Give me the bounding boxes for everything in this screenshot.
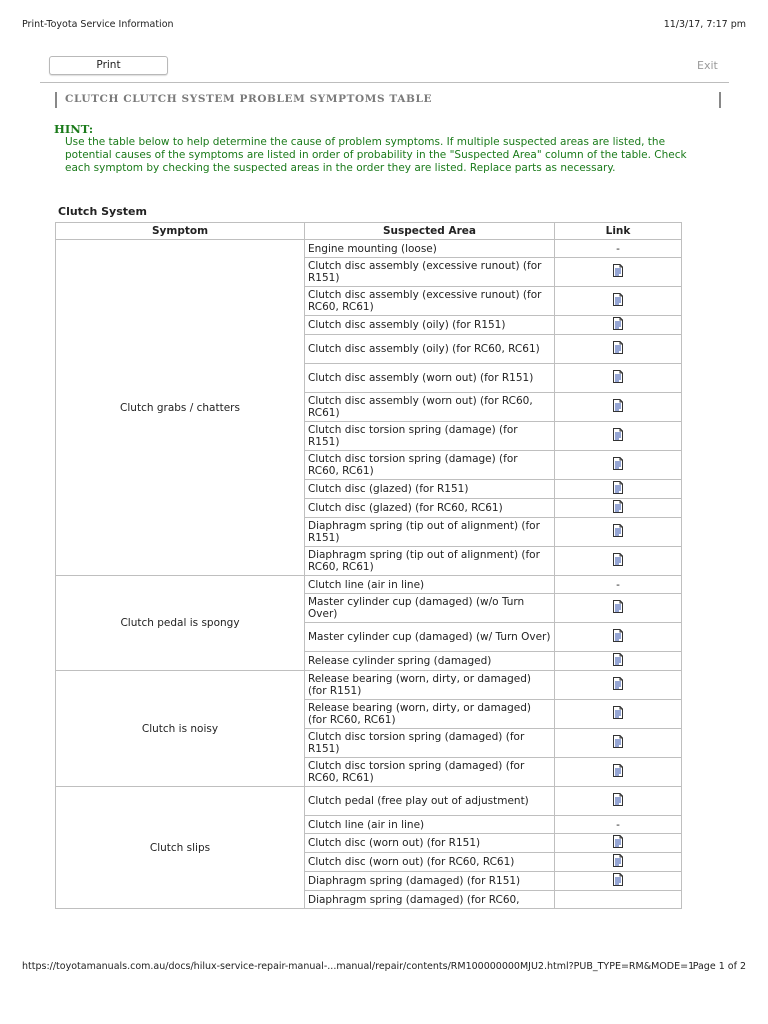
- breadcrumb: [55, 92, 721, 108]
- table-row: [56, 671, 682, 700]
- link-cell: [555, 393, 682, 422]
- link-cell: [555, 700, 682, 729]
- suspected-area-cell: Clutch disc torsion spring (damaged) (for R151): [305, 729, 555, 758]
- link-cell: -: [555, 816, 682, 834]
- hint-title: HINT:: [54, 122, 94, 136]
- suspected-area-cell: Clutch disc assembly (oily) (for RC60, RC61): [305, 335, 555, 364]
- document-icon[interactable]: [612, 653, 624, 669]
- document-icon[interactable]: [612, 854, 624, 870]
- document-icon[interactable]: [612, 553, 624, 569]
- table-row: [56, 787, 682, 816]
- document-icon[interactable]: [612, 500, 624, 516]
- suspected-area-cell: Clutch disc (worn out) (for RC60, RC61): [305, 853, 555, 872]
- document-icon[interactable]: [612, 428, 624, 444]
- header-suspected-area: Suspected Area: [305, 223, 555, 240]
- suspected-area-cell: Clutch disc torsion spring (damage) (for R151): [305, 422, 555, 451]
- suspected-area-cell: Release bearing (worn, dirty, or damaged) (for RC60, RC61): [305, 700, 555, 729]
- suspected-area-cell: Engine mounting (loose): [305, 240, 555, 258]
- link-cell: [555, 451, 682, 480]
- link-cell: [555, 258, 682, 287]
- document-icon[interactable]: [612, 735, 624, 751]
- symptom-cell: Clutch grabs / chatters: [56, 240, 305, 576]
- link-cell: [555, 729, 682, 758]
- link-cell: [555, 480, 682, 499]
- symptom-cell: Clutch is noisy: [56, 671, 305, 787]
- suspected-area-cell: Clutch disc assembly (excessive runout) (for RC60, RC61): [305, 287, 555, 316]
- link-cell: [555, 422, 682, 451]
- exit-link[interactable]: Exit: [697, 59, 718, 72]
- link-cell: [555, 623, 682, 652]
- suspected-area-cell: Diaphragm spring (tip out of alignment) (for RC60, RC61): [305, 547, 555, 576]
- document-icon[interactable]: [612, 264, 624, 280]
- link-cell: [555, 758, 682, 787]
- link-cell: [555, 891, 682, 909]
- hint-body: Use the table below to help determine the cause of problem symptoms. If multiple suspected areas are listed, the potential causes of the symptoms are listed in order of probability in the "Suspected Area" column of the table. Check each symptom by checking the suspected areas in the order they are listed. Replace parts as necessary.: [65, 136, 687, 174]
- problem-symptoms-table: [55, 222, 682, 909]
- print-button[interactable]: Print: [49, 56, 168, 75]
- breadcrumb-text: CLUTCH CLUTCH SYSTEM PROBLEM SYMPTOMS TABLE: [65, 93, 433, 105]
- suspected-area-cell: Clutch line (air in line): [305, 576, 555, 594]
- document-icon[interactable]: [612, 457, 624, 473]
- link-cell: [555, 872, 682, 891]
- suspected-area-cell: Diaphragm spring (tip out of alignment) (for R151): [305, 518, 555, 547]
- suspected-area-cell: Release bearing (worn, dirty, or damaged) (for R151): [305, 671, 555, 700]
- print-footer: [22, 961, 746, 975]
- suspected-area-cell: Master cylinder cup (damaged) (w/ Turn Over): [305, 623, 555, 652]
- print-page-number: Page 1 of 2: [692, 961, 746, 972]
- print-datetime: 11/3/17, 7:17 pm: [663, 19, 746, 30]
- document-icon[interactable]: [612, 524, 624, 540]
- link-cell: -: [555, 240, 682, 258]
- section-title: Clutch System: [58, 205, 147, 218]
- document-icon[interactable]: [612, 600, 624, 616]
- suspected-area-cell: Clutch disc (glazed) (for RC60, RC61): [305, 499, 555, 518]
- table-row: [56, 576, 682, 594]
- suspected-area-cell: Release cylinder spring (damaged): [305, 652, 555, 671]
- document-icon[interactable]: [612, 677, 624, 693]
- table-header-row: [56, 223, 682, 240]
- document-icon[interactable]: [612, 835, 624, 851]
- link-cell: [555, 671, 682, 700]
- header-link: Link: [555, 223, 682, 240]
- link-cell: [555, 853, 682, 872]
- toolbar-divider: [40, 82, 729, 83]
- suspected-area-cell: Clutch disc assembly (excessive runout) (for R151): [305, 258, 555, 287]
- document-icon[interactable]: [612, 399, 624, 415]
- symptom-cell: Clutch slips: [56, 787, 305, 909]
- document-icon[interactable]: [612, 873, 624, 889]
- print-page-title: Print-Toyota Service Information: [22, 19, 174, 30]
- document-icon[interactable]: [612, 370, 624, 386]
- suspected-area-cell: Clutch disc assembly (worn out) (for RC60, RC61): [305, 393, 555, 422]
- symptom-cell: Clutch pedal is spongy: [56, 576, 305, 671]
- suspected-area-cell: Clutch disc torsion spring (damaged) (for RC60, RC61): [305, 758, 555, 787]
- document-icon[interactable]: [612, 317, 624, 333]
- link-cell: [555, 787, 682, 816]
- link-cell: [555, 547, 682, 576]
- document-icon[interactable]: [612, 764, 624, 780]
- link-cell: [555, 364, 682, 393]
- link-cell: [555, 834, 682, 853]
- link-cell: -: [555, 576, 682, 594]
- print-url: https://toyotamanuals.com.au/docs/hilux-service-repair-manual-...manual/repair/contents/RM100000000MJU2.html?PUB_TYPE=RM&MODE=1: [22, 961, 695, 972]
- link-cell: [555, 287, 682, 316]
- suspected-area-cell: Master cylinder cup (damaged) (w/o Turn Over): [305, 594, 555, 623]
- suspected-area-cell: Clutch line (air in line): [305, 816, 555, 834]
- document-icon[interactable]: [612, 793, 624, 809]
- link-cell: [555, 594, 682, 623]
- suspected-area-cell: Clutch disc assembly (oily) (for R151): [305, 316, 555, 335]
- suspected-area-cell: Clutch disc torsion spring (damage) (for RC60, RC61): [305, 451, 555, 480]
- link-cell: [555, 335, 682, 364]
- table-row: [56, 240, 682, 258]
- document-icon[interactable]: [612, 293, 624, 309]
- suspected-area-cell: Clutch disc (worn out) (for R151): [305, 834, 555, 853]
- link-cell: [555, 652, 682, 671]
- document-icon[interactable]: [612, 481, 624, 497]
- document-icon[interactable]: [612, 341, 624, 357]
- print-header: [22, 19, 746, 33]
- link-cell: [555, 518, 682, 547]
- link-cell: [555, 316, 682, 335]
- document-icon[interactable]: [612, 629, 624, 645]
- table-body: [56, 240, 682, 909]
- suspected-area-cell: Diaphragm spring (damaged) (for R151): [305, 872, 555, 891]
- header-symptom: Symptom: [56, 223, 305, 240]
- suspected-area-cell: Clutch pedal (free play out of adjustment): [305, 787, 555, 816]
- document-icon[interactable]: [612, 706, 624, 722]
- link-cell: [555, 499, 682, 518]
- suspected-area-cell: Clutch disc assembly (worn out) (for R151): [305, 364, 555, 393]
- suspected-area-cell: Clutch disc (glazed) (for R151): [305, 480, 555, 499]
- suspected-area-cell: Diaphragm spring (damaged) (for RC60,: [305, 891, 555, 909]
